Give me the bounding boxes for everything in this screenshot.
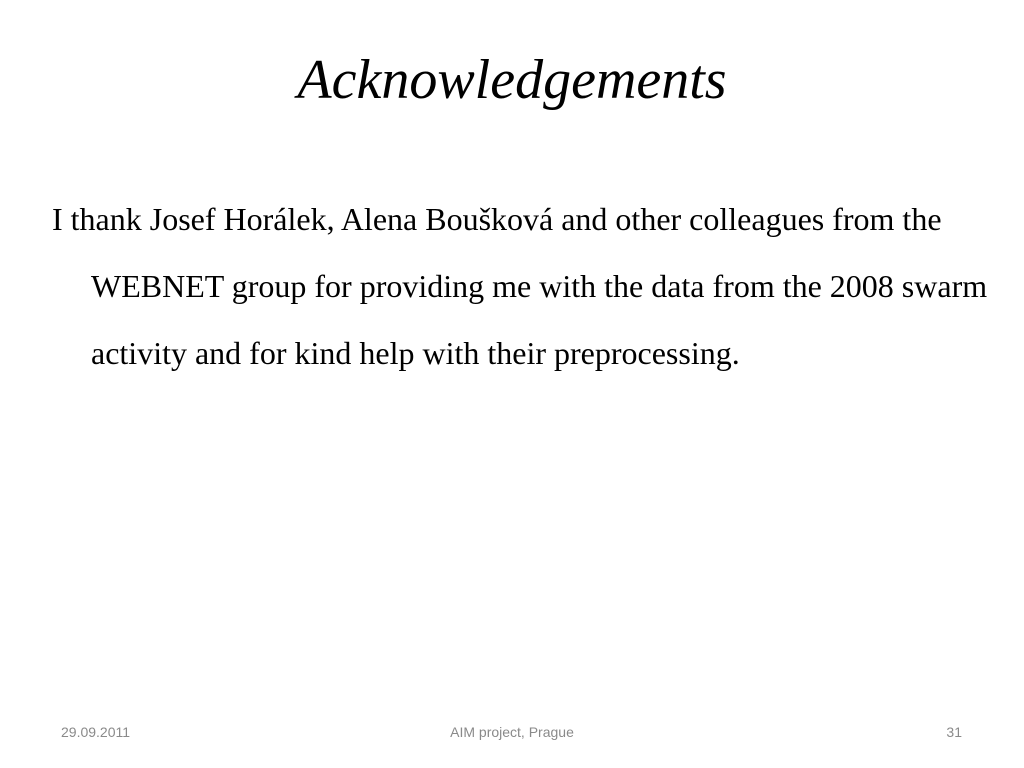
slide-title: Acknowledgements <box>297 49 727 111</box>
slide-body-text: I thank Josef Horálek, Alena Boušková and other colleagues from the WEBNET group for providing me with the data from the 2008 swarm activity and for kind help with their preprocessing. <box>52 201 988 371</box>
footer-center-text: AIM project, Prague <box>450 724 574 740</box>
slide-page-number: 31 <box>946 724 962 740</box>
footer-date: 29.09.2011 <box>61 724 131 740</box>
